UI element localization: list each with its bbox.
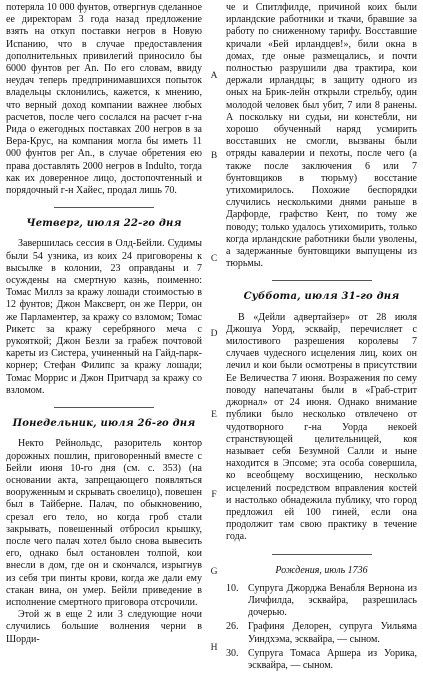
thursday-heading: Четверг, июля 22-го дня [26,218,182,230]
birth-day: 26. [226,621,239,633]
riot-paragraph: че и Спитлфилде, причиной коих были ирландские работники и ткачи, бравшие за работу по сниженному тарифу. Восставшие кричали «Бей ирландцев!», били окна в домах, где оные размещались, и почти полностью разрушили два трактира, кои держали ирландцы; в защиту одного из оных на Брик-лейн открыли стрельбу, один молодой человек был убит, 7 или 8 ранены. А поскольку ни судьи, ни констебли, ни хорошо обученный наряд усмирить восставших не смогли, вызваны были отряды кавалерии и пехоты, после чего (а также после заключения 6 или 7 бунтовщиков в тюрьму) восстание утихомирилось. Похожие беспорядки случились несколькими днями раньше в Дарфорде, графство Кент, по тому же поводу; только удалось утихомирить, только когда ирландские работники были уволены, а задержанные бунтовщики выпущены из тюрьмы. [226,2,417,270]
birth-text: Супруга Джорджа Венабля Вернона из Личфилда, эсквайра, разрешилась дочерью. [248,582,417,619]
births-list [226,583,417,672]
saturday-paragraph: В «Дейли адвертайзер» от 28 июля Джошуа Уорд, эсквайр, перечисляет с милостивого разрешения королевы 7 случаев чудесного исцеления лиц, коих он лечил и кои были осмотрены в присутствии Ее Величества 7 июня. Возражения по сему поводу напечатаны были в «Граб-стрит джорнал» от 24 июня. Однако внимание публики было несколько отвлечено от чудотворного г-на Уорда некоей странствующей целительницей, коя называет себя Безумной Салли и ныне находится в Эпсоме; эта особа совершила, ко всеобщему восхищению, несколько исцелений посредством вправления костей и настолько обнадежила публику, что город предложил ей 100 гиней, если она продолжит там свою практику в течение года. [226,311,417,543]
right-column [226,2,417,674]
margin-letter: E [211,410,217,420]
section-separator [272,280,372,281]
margin-letters [208,0,220,674]
section-separator [272,554,372,555]
margin-letter: C [210,254,218,264]
list-item [226,648,417,672]
monday-heading: Понедельник, июля 26-го дня [12,418,196,430]
birth-text: Графиня Делорен, супруга Уильяма Уиндхэма, эсквайра, — сыном. [248,621,417,645]
saturday-heading: Суббота, июля 31-го дня [243,291,400,303]
list-item [226,583,417,620]
left-column [6,2,202,646]
margin-letter: D [210,329,218,339]
monday-paragraph-2: Этой ж в еще 2 или 3 следующие ночи случились большие волнения черни в Шорди- [6,609,202,645]
births-title: Рождения, июль 1736 [275,564,368,576]
monday-paragraph-1: Некто Рейнольдс, разоритель контор дорожных пошлин, приговоренный вместе с Бейли июня 10-го дня (см. с. 353) (на основании акта, запрещающего появляться вооруженным и скрывать своелицо), повешен был в Тайберне. Палач, по обыкновению, срезал его тело, но когда гроб стали закрывать, повешенный отбросил крышку, после чего палач хотел было снова вывесить его, однако был остановлен толпой, кои внесли в дом, где он и скончался, изрыгнув из себя три пинты крови, когда же дали ему стакан вина, он умер. Бейли приведение в исполнение смертного приговора отсрочили. [6,438,202,608]
section-separator [54,207,154,208]
margin-letter: F [211,490,217,500]
margin-letter: A [210,71,218,81]
thursday-paragraph: Завершилась сессия в Олд-Бейли. Судимы были 54 узника, из коих 24 приговорены к высылке в колонии, 23 оправданы и 7 осуждены на смертную казнь, поименно: Томас Миллз за кражу лошади стоимостью в 12 фунтов; Джон Максверт, он же Перри, он же Парламентер, за кражу со взломом; Томас Рикетс за кражу серебряного меча с рукояткой; Джон Безли за грабеж почтовой кареты из Систера, учиненный на Гайд-парк-корнер; Стефан Филипс за кражу лошади; Томас Моррис и Джон Притчард за кражу со взломом. [6,238,202,396]
section-separator [54,407,154,408]
birth-day: 10. [226,582,239,594]
birth-text: Супруга Томаса Аршера из Уорика, эсквайра, — сыном. [248,647,417,671]
list-item [226,621,417,645]
margin-letter: B [210,151,218,161]
intro-paragraph: потеряла 10 000 фунтов, отвергнув сделанное ее директорам 3 года назад предложение взять на откуп поставки негров в Новую Испанию, что в случае предоставления дополнительных привилегий приносило бы 6000 фунтов per An. По его словам, ввиду неудач теперь предпринимавшихся попыток владельцы склонились, кажется, к мнению, что верный доход компании важнее любых расчетов, после чего сослался на расчет г-на Рида о ежегодных поставках 200 негров в за Вера-Крус, на компания могла бы иметь 11 000 фунтов per An., в случае обретения ею права доставлять 2000 негров в Indulto, тогда как их доверенное лицо, достопочтенный и порядочный г-н Хайес, продал лишь 70. [6,2,202,197]
margin-letter: G [210,567,218,577]
margin-letter: H [210,643,218,653]
birth-day: 30. [226,647,239,659]
